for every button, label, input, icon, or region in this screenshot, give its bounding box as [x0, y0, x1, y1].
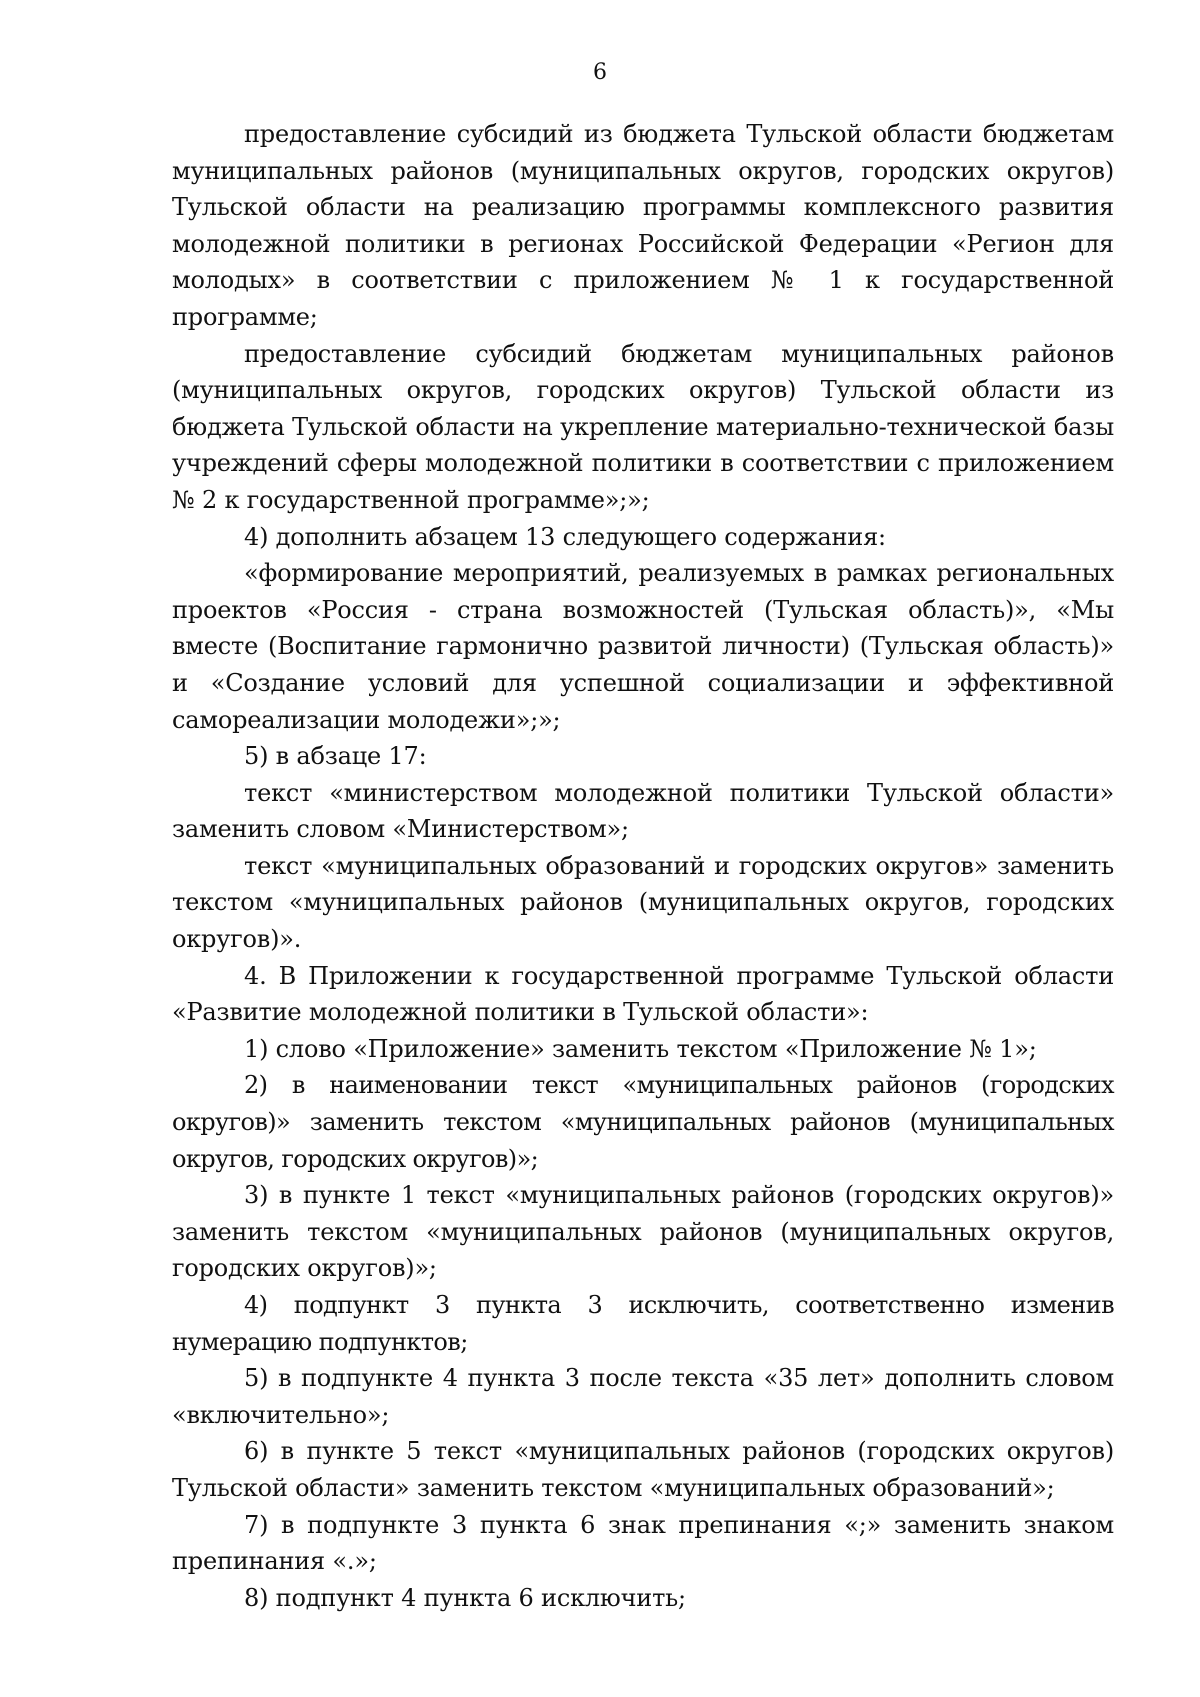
- paragraph: 4. В Приложении к государственной программе Тульской области «Развитие молодежной политики в Тульской области»:: [172, 961, 1114, 1027]
- page-number: 6: [593, 60, 607, 85]
- paragraph: 5) в подпункте 4 пункта 3 после текста «35 лет» дополнить словом «включительно»;: [172, 1364, 1114, 1429]
- paragraph: 6) в пункте 5 текст «муниципальных районов (городских округов) Тульской области» заменить текстом «муниципальных образований»;: [172, 1437, 1114, 1502]
- paragraph: 4) дополнить абзацем 13 следующего содержания:: [244, 522, 886, 551]
- paragraph: 3) в пункте 1 текст «муниципальных районов (городских округов)» заменить текстом «муниципальных районов (муниципальных округов, городских округов)»;: [172, 1181, 1114, 1283]
- paragraph: «формирование мероприятий, реализуемых в рамках региональных проектов «Россия - страна возможностей (Тульская область)», «Мы вместе (Воспитание гармонично развитой личности) (Тульская область)» и «Создание условий для успешной социализации и эффективной самореализации молодежи»;»;: [172, 559, 1114, 734]
- paragraph: предоставление субсидий бюджетам муниципальных районов (муниципальных округов, городских округов) Тульской области из бюджета Тульской области на укрепление материально-технической базы учреждений сферы молодежной политики в соответствии с приложением № 2 к государственной программе»;»;: [172, 339, 1114, 514]
- document-body: [172, 116, 1114, 1616]
- paragraph: 4) подпункт 3 пункта 3 исключить, соответственно изменив нумерацию подпунктов;: [172, 1291, 1114, 1356]
- paragraph: предоставление субсидий из бюджета Тульской области бюджетам муниципальных районов (муниципальных округов, городских округов) Тульской области на реализацию программы комплексного развития молодежной политики в регионах Российской Федерации «Регион для молодых» в соответствии с приложением № 1 к государственной программе;: [172, 120, 1114, 331]
- paragraph: 7) в подпункте 3 пункта 6 знак препинания «;» заменить знаком препинания «.»;: [172, 1510, 1114, 1576]
- paragraph: текст «министерством молодежной политики Тульской области» заменить словом «Министерством»;: [172, 778, 1114, 844]
- paragraph: 2) в наименовании текст «муниципальных районов (городских округов)» заменить текстом «муниципальных районов (муниципальных округов, городских округов)»;: [172, 1071, 1114, 1173]
- paragraph: 1) слово «Приложение» заменить текстом «Приложение № 1»;: [244, 1034, 1037, 1063]
- paragraph: 8) подпункт 4 пункта 6 исключить;: [244, 1583, 686, 1612]
- paragraph: 5) в абзаце 17:: [244, 742, 427, 771]
- paragraph: текст «муниципальных образований и городских округов» заменить текстом «муниципальных районов (муниципальных округов, городских округов)».: [172, 851, 1114, 954]
